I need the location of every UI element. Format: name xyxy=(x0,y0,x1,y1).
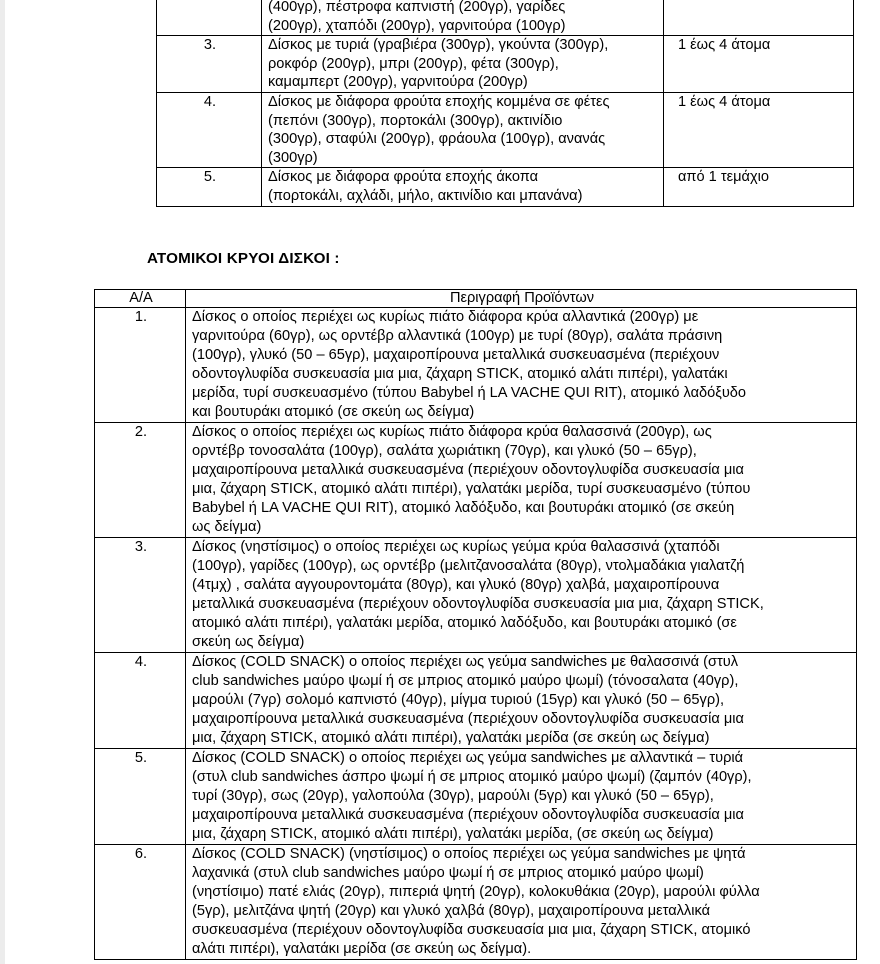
description-line: τυρί (30γρ), σως (20γρ), γαλοπούλα (30γρ), μαρούλι (5γρ) και γλυκό (50 – 65γρ), xyxy=(192,788,714,804)
platters-table-continued xyxy=(156,0,854,207)
row-description xyxy=(262,92,664,167)
description-line: ροκφόρ (200γρ), μπρι (200γρ), φέτα (300γρ), xyxy=(268,55,559,72)
description-line: μαρούλι (7γρ) σολομό καπνιστό (40γρ), μίγμα τυριού (15γρ) και γλυκό (50 – 65γρ), xyxy=(192,692,725,708)
description-line: Δίσκος ο οποίος περιέχει ως κυρίως πιάτο διάφορα κρύα θαλασσινά (200γρ), ως xyxy=(192,424,712,440)
description-line: Δίσκος (νηστίσιμος) ο οποίος περιέχει ως κυρίως γεύμα κρύα θαλασσινά (χταπόδι xyxy=(192,539,720,555)
description-line: οδοντογλυφίδα συσκευασία μια μια, ζάχαρη STICK, ατομικό αλάτι πιπέρι), γαλατάκι xyxy=(192,366,728,382)
description-line: Δίσκος με τυριά (γραβιέρα (300γρ), γκούντα (300γρ), xyxy=(268,37,609,54)
description-line: μια, ζάχαρη STICK, ατομικό αλάτι πιπέρι), γαλατάκι μερίδα, τυρί συσκευασμένο (τύπου xyxy=(192,481,751,497)
row-description xyxy=(186,653,857,749)
description-line: (100γρ), γλυκό (50 – 65γρ), μαχαιροπίρουνα μεταλλικά συσκευασμένα (περιέχουν xyxy=(192,347,720,363)
description-line: Δίσκος με διάφορα φρούτα εποχής κομμένα σε φέτες xyxy=(268,93,610,110)
description-line: μεταλλικά συσκευασμένα (περιέχουν οδοντογλυφίδα συσκευασία μια μια, ζάχαρη STICK, xyxy=(192,596,764,612)
row-description xyxy=(186,749,857,845)
row-number: 3. xyxy=(95,538,186,653)
description-line: Δίσκος (COLD SNACK) (νηστίσιμος) ο οποίος περιέχει ως γεύμα sandwiches με ψητά xyxy=(192,846,746,862)
description-line: (300γρ) xyxy=(268,149,318,166)
description-line: ατομικό αλάτι πιπέρι), γαλατάκι μερίδα, ατομικό λαδόξυδο, και βουτυράκι ατομικό (σε xyxy=(192,615,737,631)
description-line: καμαμπερτ (200γρ), γαρνιτούρα (200γρ) xyxy=(268,74,528,91)
row-number: 5. xyxy=(95,749,186,845)
description-line: (4τμχ) , σαλάτα αγγουροντομάτα (80γρ), και γλυκό (80γρ) χαλβά, μαχαιροπίρουνα xyxy=(192,577,720,593)
row-number: 4. xyxy=(95,653,186,749)
description-line: ορντέβρ τονοσαλάτα (100γρ), σαλάτα χωριάτικη (70γρ), και γλυκό (50 – 65γρ), xyxy=(192,443,697,459)
description-line: (5γρ), μελιτζάνα ψητή (20γρ) και γλυκό χαλβά (80γρ), μαχαιροπίρουνα μεταλλικά xyxy=(192,903,711,919)
page-edge xyxy=(0,0,5,964)
description-line: (πορτοκάλι, αχλάδι, μήλο, ακτινίδιο και μπανάνα) xyxy=(268,187,583,204)
description-line: γαρνιτούρα (60γρ), ως ορντέβρ αλλαντικά (100γρ) με τυρί (80γρ), σαλάτα πράσινη xyxy=(192,328,723,344)
description-line: λαχανικά (στυλ club sandwiches μαύρο ψωμί ή σε μπριος ατομικό μαύρο ψωμί) xyxy=(192,865,704,881)
description-line: μια, ζάχαρη STICK, ατομικό αλάτι πιπέρι), γαλατάκι μερίδα (σε σκεύη ως δείγμα) xyxy=(192,730,710,746)
row-persons xyxy=(664,0,854,36)
description-line: (στυλ club sandwiches άσπρο ψωμί ή σε μπριος ατομικό μαύρο ψωμί) (ζαμπόν (40γρ), xyxy=(192,769,752,785)
table-row xyxy=(95,845,857,960)
row-number: 1. xyxy=(95,308,186,423)
description-line: μια, ζάχαρη STICK, ατομικό αλάτι πιπέρι), γαλατάκι μερίδα, (σε σκεύη ως δείγμα) xyxy=(192,826,714,842)
row-description xyxy=(262,0,664,36)
row-persons: 1 έως 4 άτομα xyxy=(664,36,854,93)
row-description xyxy=(186,845,857,960)
row-description xyxy=(262,36,664,93)
description-line: Δίσκος με διάφορα φρούτα εποχής άκοπα xyxy=(268,169,539,186)
row-description xyxy=(186,423,857,538)
description-line: club sandwiches μαύρο ψωμί ή σε μπριος ατομικό μαύρο ψωμί) (τόνοσαλατα (40γρ), xyxy=(192,673,739,689)
row-number: 5. xyxy=(157,168,262,206)
description-line: Δίσκος (COLD SNACK) ο οποίος περιέχει ως γεύμα sandwiches με αλλαντικά – τυριά xyxy=(192,750,744,766)
description-line: και βουτυράκι ατομικό (σε σκεύη ως δείγμα) xyxy=(192,404,475,420)
row-number: 6. xyxy=(95,845,186,960)
column-header-description: Περιγραφή Προϊόντων xyxy=(186,290,857,308)
table-row xyxy=(95,308,857,423)
description-line: μαχαιροπίρουνα μεταλλικά συσκευασμένα (περιέχουν οδοντογλυφίδα συσκευασία μια xyxy=(192,711,744,727)
description-line: ως δείγμα) xyxy=(192,519,262,535)
table-row xyxy=(95,423,857,538)
table-row xyxy=(95,538,857,653)
description-line: (πεπόνι (300γρ), πορτοκάλι (300γρ), ακτινίδιο xyxy=(268,112,563,129)
table-row xyxy=(157,92,854,167)
table-row xyxy=(95,749,857,845)
description-line: μαχαιροπίρουνα μεταλλικά συσκευασμένα (περιέχουν οδοντογλυφίδα συσκευασία μια xyxy=(192,807,744,823)
row-number: 4. xyxy=(157,92,262,167)
cold-platters-table xyxy=(94,289,857,960)
description-line: συσκευασμένα (περιέχουν οδοντογλυφίδα συσκευασία μια μια, ζάχαρη STICK, ατομικό xyxy=(192,922,751,938)
row-number: 3. xyxy=(157,36,262,93)
description-line: Babybel ή LA VACHE QUI RIT), ατομικό λαδόξυδο, και βουτυράκι ατομικό (σε σκεύη xyxy=(192,500,735,516)
table-row xyxy=(95,653,857,749)
row-persons: από 1 τεμάχιο xyxy=(664,168,854,206)
description-line: Δίσκος (COLD SNACK) ο οποίος περιέχει ως γεύμα sandwiches με θαλασσινά (στυλ xyxy=(192,654,739,670)
description-line: μαχαιροπίρουνα μεταλλικά συσκευασμένα (περιέχουν οδοντογλυφίδα συσκευασία μια xyxy=(192,462,744,478)
description-line: Δίσκος ο οποίος περιέχει ως κυρίως πιάτο διάφορα κρύα αλλαντικά (200γρ) με xyxy=(192,309,699,325)
table-row xyxy=(157,168,854,206)
description-line: σκεύη ως δείγμα) xyxy=(192,634,305,650)
description-line: (100γρ), γαρίδες (100γρ), ως ορντέβρ (μελιτζανοσαλάτα (80γρ), ντολμαδάκια γιαλατζή xyxy=(192,558,745,574)
description-line: μερίδα, τυρί συσκευασμένο (τύπου Babybel ή LA VACHE QUI RIT), ατομικό λαδόξυδο xyxy=(192,385,747,401)
description-line: (νηστίσιμο) πατέ ελιάς (20γρ), πιπεριά ψητή (20γρ), κολοκυθάκια (20γρ), μαρούλι φύλλα xyxy=(192,884,760,900)
column-header-number: Α/Α xyxy=(95,290,186,308)
row-description xyxy=(186,538,857,653)
table-row xyxy=(157,0,854,36)
table-row xyxy=(157,36,854,93)
section-heading: ΑΤΟΜΙΚΟΙ ΚΡΥΟΙ ΔΙΣΚΟΙ : xyxy=(147,250,340,267)
row-persons: 1 έως 4 άτομα xyxy=(664,92,854,167)
row-number xyxy=(157,0,262,36)
description-line: (200γρ), χταπόδι (200γρ), γαρνιτούρα (100γρ) xyxy=(268,17,566,34)
row-description xyxy=(186,308,857,423)
description-line: (300γρ), σταφύλι (200γρ), φράουλα (100γρ), ανανάς xyxy=(268,131,606,148)
description-line: αλάτι πιπέρι), γαλατάκι μερίδα (σε σκεύη ως δείγμα). xyxy=(192,941,532,957)
row-number: 2. xyxy=(95,423,186,538)
table-header-row xyxy=(95,290,857,308)
description-line: (400γρ), πέστροφα καπνιστή (200γρ), γαρίδες xyxy=(268,0,566,15)
row-description xyxy=(262,168,664,206)
